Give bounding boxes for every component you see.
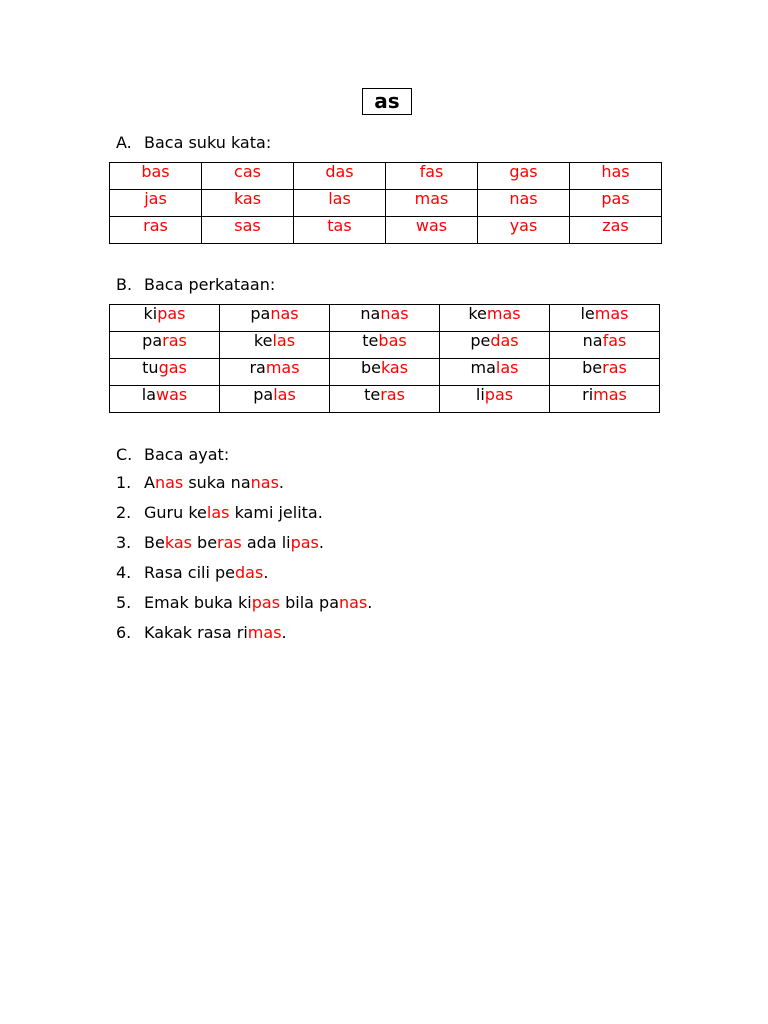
table-row bbox=[110, 163, 662, 190]
word-syllable-highlight: fas bbox=[602, 331, 627, 350]
word-syllable-highlight: mas bbox=[594, 304, 629, 323]
sentence-number: 4. bbox=[116, 563, 132, 582]
word-prefix: ke bbox=[253, 331, 273, 350]
syllable-cell: was bbox=[386, 217, 478, 244]
section-c-letter: C. bbox=[116, 445, 133, 464]
word-syllable-highlight: ras bbox=[162, 331, 187, 350]
word-cell bbox=[440, 359, 550, 386]
section-a-label: Baca suku kata: bbox=[144, 133, 272, 152]
syllable-cell: ras bbox=[110, 217, 202, 244]
sentence-number: 3. bbox=[116, 533, 132, 552]
sentence-number: 6. bbox=[116, 623, 132, 642]
sentence-text: . bbox=[263, 563, 269, 582]
word-syllable-highlight: mas bbox=[486, 304, 521, 323]
sentence-text: Rasa cili pe bbox=[144, 563, 236, 582]
syllable-cell: gas bbox=[478, 163, 570, 190]
word-prefix: li bbox=[475, 385, 485, 404]
table-row bbox=[110, 386, 660, 413]
sentence-text: be bbox=[191, 533, 218, 552]
syllable-cell: has bbox=[570, 163, 662, 190]
word-syllable-highlight: pas bbox=[157, 304, 186, 323]
sentence-number: 5. bbox=[116, 593, 132, 612]
syllable-cell: yas bbox=[478, 217, 570, 244]
word-prefix: tu bbox=[142, 358, 159, 377]
sentence-text: suka na bbox=[183, 473, 251, 492]
word-cell bbox=[220, 332, 330, 359]
word-cell bbox=[110, 386, 220, 413]
word-prefix: na bbox=[360, 304, 381, 323]
word-prefix: pa bbox=[142, 331, 163, 350]
sentence-text: Emak buka ki bbox=[144, 593, 252, 612]
word-cell bbox=[330, 359, 440, 386]
sentence-text: . bbox=[367, 593, 373, 612]
word-syllable-highlight: mas bbox=[265, 358, 300, 377]
word-cell bbox=[550, 386, 660, 413]
sentence-number: 1. bbox=[116, 473, 132, 492]
sentence-highlight: nas bbox=[154, 473, 184, 492]
syllable-cell: zas bbox=[570, 217, 662, 244]
sentence-number: 2. bbox=[116, 503, 132, 522]
word-cell bbox=[220, 305, 330, 332]
syllable-cell: tas bbox=[294, 217, 386, 244]
table-row bbox=[110, 305, 660, 332]
section-b-label: Baca perkataan: bbox=[144, 275, 276, 294]
sentence-text: ada li bbox=[241, 533, 291, 552]
word-prefix: te bbox=[362, 331, 379, 350]
word-prefix: pa bbox=[253, 385, 274, 404]
table-row bbox=[110, 332, 660, 359]
word-cell bbox=[330, 386, 440, 413]
word-prefix: te bbox=[364, 385, 381, 404]
sentence-text: . bbox=[278, 473, 284, 492]
sentence-highlight: nas bbox=[250, 473, 279, 492]
word-prefix: ke bbox=[468, 304, 487, 323]
sentence-text: A bbox=[144, 473, 155, 492]
word-syllable-highlight: las bbox=[273, 385, 296, 404]
syllable-cell: pas bbox=[570, 190, 662, 217]
table-row bbox=[110, 190, 662, 217]
word-syllable-highlight: bas bbox=[378, 331, 407, 350]
word-prefix: be bbox=[360, 358, 381, 377]
sentence-item bbox=[116, 530, 372, 560]
word-prefix: ri bbox=[582, 385, 594, 404]
word-cell bbox=[550, 332, 660, 359]
word-prefix: la bbox=[141, 385, 156, 404]
word-prefix: be bbox=[582, 358, 603, 377]
word-cell bbox=[220, 386, 330, 413]
word-cell bbox=[110, 332, 220, 359]
sentence-highlight: das bbox=[235, 563, 264, 582]
sentence-text: Be bbox=[144, 533, 165, 552]
syllable-cell: las bbox=[294, 190, 386, 217]
word-cell bbox=[110, 305, 220, 332]
syllable-cell: fas bbox=[386, 163, 478, 190]
word-prefix: ma bbox=[470, 358, 496, 377]
sentence-text: kami jelita. bbox=[229, 503, 323, 522]
word-cell bbox=[330, 332, 440, 359]
sentence-highlight: ras bbox=[217, 533, 242, 552]
sentence-item bbox=[116, 470, 372, 500]
word-syllable-highlight: das bbox=[490, 331, 519, 350]
word-cell bbox=[550, 359, 660, 386]
syllable-cell: bas bbox=[110, 163, 202, 190]
word-prefix: ki bbox=[143, 304, 158, 323]
syllable-cell: kas bbox=[202, 190, 294, 217]
table-row bbox=[110, 217, 662, 244]
word-prefix: ra bbox=[249, 358, 266, 377]
sentence-item bbox=[116, 590, 372, 620]
sentence-text: Kakak rasa ri bbox=[144, 623, 248, 642]
word-syllable-highlight: ras bbox=[380, 385, 405, 404]
word-syllable-highlight: pas bbox=[484, 385, 514, 404]
word-prefix: le bbox=[580, 304, 595, 323]
word-syllable-highlight: was bbox=[156, 385, 188, 404]
word-syllable-highlight: mas bbox=[593, 385, 627, 404]
syllable-cell: cas bbox=[202, 163, 294, 190]
section-a-letter: A. bbox=[116, 133, 132, 152]
word-cell bbox=[440, 386, 550, 413]
word-cell bbox=[220, 359, 330, 386]
word-syllable-highlight: kas bbox=[380, 358, 409, 377]
sentence-text: . bbox=[318, 533, 324, 552]
sentence-text: bila pa bbox=[280, 593, 340, 612]
word-cell bbox=[440, 305, 550, 332]
word-syllable-highlight: las bbox=[495, 358, 519, 377]
sentence-item bbox=[116, 500, 372, 530]
section-b-letter: B. bbox=[116, 275, 133, 294]
section-c-label: Baca ayat: bbox=[144, 445, 230, 464]
syllable-table bbox=[109, 162, 662, 244]
sentence-highlight: pas bbox=[251, 593, 281, 612]
syllable-cell: das bbox=[294, 163, 386, 190]
sentence-highlight: pas bbox=[290, 533, 319, 552]
sentence-item bbox=[116, 560, 372, 590]
sentence-text: . bbox=[281, 623, 287, 642]
sentence-item bbox=[116, 620, 372, 650]
word-syllable-highlight: ras bbox=[602, 358, 627, 377]
table-row bbox=[110, 359, 660, 386]
word-prefix: pe bbox=[470, 331, 491, 350]
sentence-highlight: kas bbox=[164, 533, 192, 552]
word-cell bbox=[550, 305, 660, 332]
word-prefix: na bbox=[582, 331, 603, 350]
sentence-highlight: mas bbox=[247, 623, 282, 642]
section-c-heading bbox=[116, 445, 229, 465]
word-cell bbox=[440, 332, 550, 359]
word-cell bbox=[110, 359, 220, 386]
section-b-heading bbox=[116, 275, 275, 295]
word-table bbox=[109, 304, 660, 413]
syllable-cell: mas bbox=[386, 190, 478, 217]
sentence-list bbox=[116, 470, 372, 650]
word-cell bbox=[330, 305, 440, 332]
section-a-heading bbox=[116, 133, 271, 153]
syllable-cell: jas bbox=[110, 190, 202, 217]
word-prefix: pa bbox=[250, 304, 271, 323]
word-syllable-highlight: nas bbox=[380, 304, 409, 323]
worksheet-title: as bbox=[362, 88, 412, 115]
word-syllable-highlight: nas bbox=[270, 304, 299, 323]
sentence-text: Guru ke bbox=[144, 503, 207, 522]
sentence-highlight: nas bbox=[339, 593, 368, 612]
word-syllable-highlight: las bbox=[272, 331, 296, 350]
syllable-cell: sas bbox=[202, 217, 294, 244]
syllable-cell: nas bbox=[478, 190, 570, 217]
sentence-highlight: las bbox=[206, 503, 230, 522]
word-syllable-highlight: gas bbox=[158, 358, 187, 377]
